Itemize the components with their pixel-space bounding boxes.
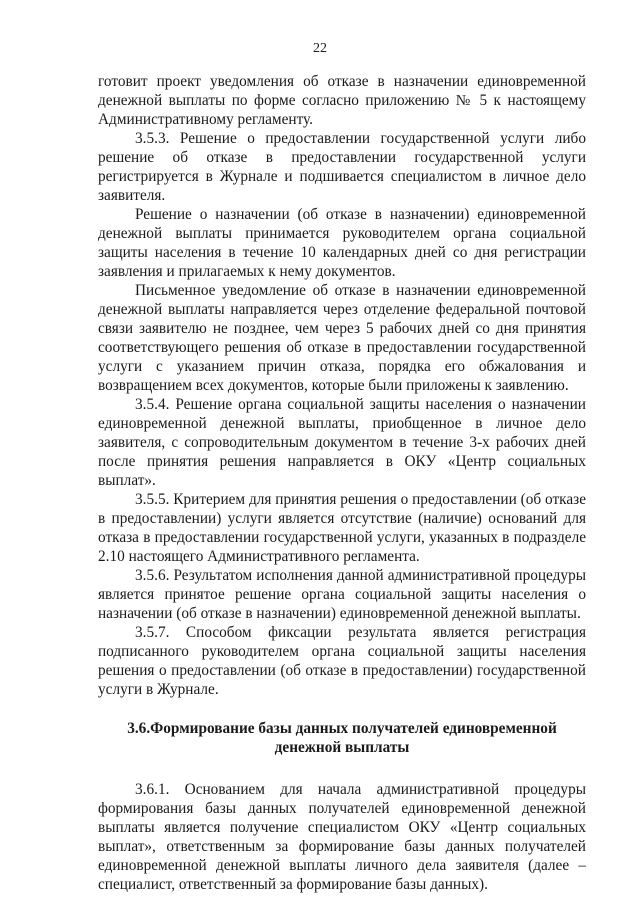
paragraph-3-5-3: 3.5.3. Решение о предоставлении государственной услуги либо решение об отказе в предоставлении государственной услуги регистрируется в Журнале и подшивается специалистом в личное дело заявителя. (98, 130, 586, 204)
paragraph-decision: Решение о назначении (об отказе в назначении) единовременной денежной выплаты принимается руководителем органа социальной защиты населения в течение 10 календарных дней со дня регистрации заявления и прилагаемых к нему документов. (98, 206, 586, 280)
paragraph-3-6-1: 3.6.1. Основанием для начала административной процедуры формирования базы данных получателей единовременной денежной выплаты является получение специалистом ОКУ «Центр социальных выплат», ответственным за формирование базы данных получателей единовременной денежной выплаты личного дела заявителя (далее – специалист, ответственный за формирование базы данных). (98, 781, 586, 893)
page-number: 22 (313, 41, 327, 56)
document-body (98, 72, 586, 894)
paragraph-3-5-5: 3.5.5. Критерием для принятия решения о предоставлении (об отказе в предоставлении) услуги является отсутствие (наличие) оснований для отказа в предоставлении государственной услуги, указанных в подразделе 2.10 настоящего Административного регламента. (98, 491, 586, 565)
paragraph-written-notice: Письменное уведомление об отказе в назначении единовременной денежной выплаты направляется через отделение федеральной почтовой связи заявителю не позднее, чем через 5 рабочих дней со дня принятия соответствующего решения об отказе в предоставлении государственной услуги с указанием причин отказа, порядка его обжалования и возвращением всех документов, которые были приложены к заявлению. (98, 282, 586, 394)
paragraph-1: готовит проект уведомления об отказе в назначении единовременной денежной выплаты по форме согласно приложению № 5 к настоящему Административному регламенту. (98, 73, 586, 128)
paragraph-3-5-7: 3.5.7. Способом фиксации результата является регистрация подписанного руководителем органа социальной защиты населения решения о предоставлении (об отказе в предоставлении) государственной услуги в Журнале. (98, 624, 586, 698)
section-heading-3-6: 3.6.Формирование базы данных получателей единовременной денежной выплаты (127, 720, 557, 756)
paragraph-3-5-4: 3.5.4. Решение органа социальной защиты населения о назначении единовременной денежной выплаты, приобщенное в личное дело заявителя, с сопроводительным документом в течение 3-х рабочих дней после принятия решения направляется в ОКУ «Центр социальных выплат». (98, 396, 586, 489)
paragraph-3-5-6: 3.5.6. Результатом исполнения данной административной процедуры является принятое решение органа социальной защиты населения о назначении (об отказе в назначении) единовременной денежной выплаты. (98, 567, 586, 622)
